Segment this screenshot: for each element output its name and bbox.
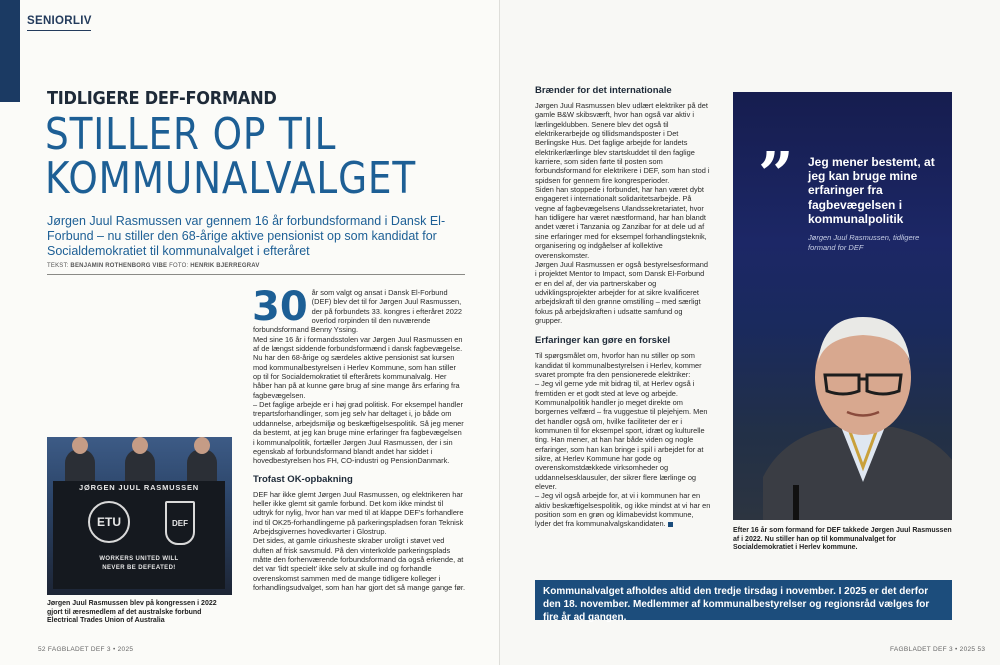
page-folio-right: FAGBLADET DEF 3 • 2025 53 bbox=[890, 646, 986, 653]
body-paragraph bbox=[535, 491, 711, 528]
subheading: Trofast OK-opbakning bbox=[253, 473, 353, 485]
pull-quote-attribution: Jørgen Juul Rasmussen, tidligere formand for DEF bbox=[808, 233, 920, 252]
portrait-illustration bbox=[763, 307, 952, 520]
pull-quote-text: Jeg mener bestemt, at jeg kan bruge mine erfaringer fra fagbevægelsen i kommunalpolitik bbox=[808, 155, 935, 226]
byline bbox=[47, 263, 260, 269]
etu-logo: ETU bbox=[88, 501, 130, 543]
banner-motto bbox=[53, 555, 225, 573]
congress-photo bbox=[47, 437, 232, 595]
photo-caption-right: Efter 16 år som formand for DEF takkede Jørgen Juul Rasmussen af i 2022. Nu stiller han op til kommunalvalget for Socialdemokratiet i Herlev kommune. bbox=[733, 527, 952, 552]
pull-quote-photo bbox=[733, 92, 952, 520]
headline-rule bbox=[47, 274, 465, 275]
body-column-left bbox=[252, 284, 465, 592]
subheading: Brænder for det internationale bbox=[535, 85, 672, 96]
fact-box: Kommunalvalget afholdes altid den tredje tirsdag i november. I 2025 er det derfor den 18. november. Medlemmer af kommunalbestyrelser og regionsråd vælges for fire år ad gangen. bbox=[535, 580, 952, 620]
byline-photographer: HENRIK BJERREGRAV bbox=[190, 263, 260, 269]
body-paragraph: – Jeg vil gerne yde mit bidrag til, at Herlev også i fremtiden er et godt sted at leve og arbejde. Kommunalpolitik handler jo meget direkte om borgernes velfærd – fra vuggestue til plejehjem. Men det handler også om, hvilke faciliteter der er i kommunen til for eksempel sport, idræt og kulturelle ting. Han mener, at han har både viden og nogle erfaringer, som han kan bringe i spil i arbejdet for at sikre, at Herlev Kommune har gode og overenskomstdækkede virksomheder og uddannelsesklausuler, der sikrer flere lærlinge og elever. bbox=[535, 379, 708, 492]
def-crest-logo: DEF bbox=[165, 501, 195, 545]
section-label: SENIORLIV bbox=[27, 15, 92, 27]
section-underline bbox=[27, 30, 91, 31]
motto-line-1: WORKERS UNITED WILL bbox=[99, 556, 179, 562]
article-lead: Jørgen Juul Rasmussen var gennem 16 år forbundsformand i Dansk El-Forbund – nu stiller den 68-årige aktive pensionist op som kandidat for Socialdemokratiet til kommunalvalget i efteråret bbox=[47, 214, 446, 258]
subheading: Erfaringer kan gøre en forskel bbox=[535, 335, 671, 347]
article-kicker: TIDLIGERE DEF-FORMAND bbox=[47, 88, 277, 109]
body-paragraph: Det sides, at gamle cirkusheste skraber uroligt i støvet ved duften af frisk savsmuld. På den vinterkolde parkeringsplads måtte den forhenværende forbundsformand da også erkende, at det var 'lidt specielt' ikke selv at skulle ind og forhandle overenskomst sammen med de mange tidligere kolleger i forhandlingsudvalget, som han har gjort det så mange gange før. bbox=[253, 536, 465, 592]
union-banner bbox=[53, 481, 225, 589]
body-paragraph: Jørgen Juul Rasmussen er også bestyrelsesformand i projektet Mentor to Impact, som Dansk El-Forbund er en del af, der via partnerskaber og udviklingsprojekter arbejder for at sikre kvalificeret arbejdskraft til den grønne omstilling – med særligt fokus på arbejdskraften i udsatte samfund og grupper. bbox=[535, 259, 708, 325]
byline-text-label: TEKST: bbox=[47, 263, 69, 269]
byline-author: BENJAMIN ROTHENBORG VIBE bbox=[70, 263, 168, 269]
photo-caption-left: Jørgen Juul Rasmussen blev på kongressen i 2022 gjort til æresmedlem af det australske forbund Electrical Trades Union of Australia bbox=[47, 600, 217, 625]
banner-name: JØRGEN JUUL RASMUSSEN bbox=[78, 483, 199, 492]
quote-mark-icon: ” bbox=[758, 138, 794, 211]
body-paragraph-final: – Jeg vil også arbejde for, at vi i kommunen har en aktiv beskæftigelsespolitik, og ikke mindst at vi har en position som en grøn og klimabevidst kommune, lyder det fra kommunalvalgskandidaten. bbox=[535, 491, 711, 529]
body-paragraph: år som valgt og ansat i Dansk El-Forbund (DEF) blev det til for Jørgen Juul Rasmussen, der på forbundets 33. kongres i efteråret 2022 overlod rorpinden til den nuværende forbundsformand Benny Yssing. bbox=[253, 288, 463, 335]
body-paragraph: Med sine 16 år i formandsstolen var Jørgen Juul Rasmussen en af de længst siddende forbundsformænd i dansk fagbevægelse. Nu har den 68-årige og særdeles aktive pensionist sat kursen mod kommunalbestyrelsen i Herlev Kommune, som han stiller op til for Socialdemokratiet til efterårets kommunalvalg. Her håber han på at kunne gøre brug af sine mange års erfaring fra fagbevægelsen. bbox=[253, 334, 463, 400]
body-paragraph: DEF har ikke glemt Jørgen Juul Rasmussen, og elektrikeren har heller ikke glemt sit gamle forbund. Det kom ikke mindst til udtryk for nylig, hvor han var med til at klappe DEF's forhandlere ind til OK25-forhandlingerne på parkeringspladsen foran Teknisk Arbejdsgivernes hovedkvarter i Glostrup. bbox=[253, 489, 464, 536]
byline-photo-label: FOTO: bbox=[169, 263, 189, 269]
body-paragraph: Siden han stoppede i forbundet, har han været dybt engageret i internationalt solidaritetsarbejde. På vegne af fagbevægelsens Ulandssekretariatet, hvor han tidligere har været næstformand, har han blandt andet været i Tanzania og Zanzibar for at dele ud af sine erfaringer med for eksempel forhandlingsteknik, organisering og indgåelser af kollektive overenskomster. bbox=[535, 185, 707, 260]
article-headline bbox=[45, 109, 417, 204]
motto-line-2: NEVER BE DEFEATED! bbox=[102, 565, 176, 571]
drop-cap: 30 bbox=[252, 284, 308, 330]
headline-line-1: STILLER OP TIL bbox=[45, 109, 337, 160]
body-paragraph: Jørgen Juul Rasmussen blev udlært elektriker på det gamle B&W skibsværft, hvor han også var aktiv i lærlingeklubben. Senere blev det også til elektrikerarbejde og tillidsmandsposter i Det Berlingske Hus. Det faglige arbejde for landets elektrikerlærlinge blev startskuddet til den faglige karriere, som siden førte til posten som forbundsformand for elektrikere i DEF, som han stod i spidsen for gennem fire kongresperioder. bbox=[535, 101, 710, 185]
page-folio-left: 52 FAGBLADET DEF 3 • 2025 bbox=[38, 646, 134, 653]
body-paragraph: – Det faglige arbejde er i høj grad politisk. For eksempel handler trepartsforhandlinger, som jeg selv har deltaget i, jo både om uddannelse, arbejdsmiljø og beskæftigelsespolitik. Så jeg mener da bestemt, at jeg kan bruge mine erfaringer fra fagbevægelsen i kommunalpolitik, fortæller Jørgen Juul Rasmussen, der i sin egenskab af forbundsformand blandt andet har siddet i hovedbestyrelsen hos FH, CO-industri og PensionDanmark. bbox=[253, 400, 464, 466]
end-mark bbox=[668, 522, 673, 527]
headline-line-2: KOMMUNALVALGET bbox=[45, 153, 417, 204]
body-column-right bbox=[535, 85, 711, 529]
body-paragraph: Til spørgsmålet om, hvorfor han nu stiller op som kandidat til kommunalbestyrelsen i Herlev, kommer svaret prompte fra den pensionerede elektriker: bbox=[535, 351, 702, 379]
section-color-bar bbox=[0, 0, 20, 102]
